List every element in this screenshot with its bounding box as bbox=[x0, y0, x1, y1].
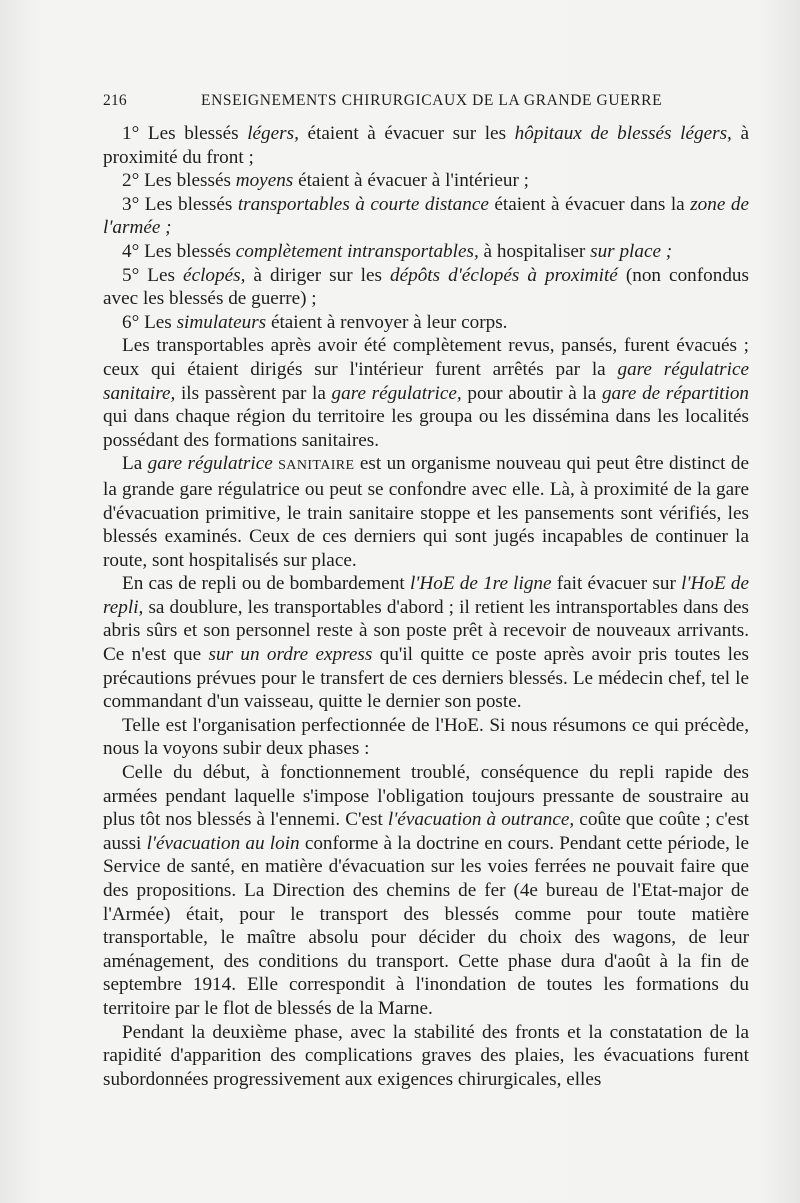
text-run: 4° Les blessés bbox=[122, 240, 236, 262]
italic-text: l'évacuation au loin bbox=[146, 832, 300, 854]
italic-text: éclopés, bbox=[183, 264, 246, 286]
italic-text: hôpitaux de blessés légers, bbox=[514, 123, 732, 144]
italic-text: gare régulatrice, bbox=[331, 382, 462, 404]
italic-text: l'HoE de 1re ligne bbox=[409, 573, 552, 595]
text-run: Les transportables après avoir été complètement revus, pansés, furent évacués ; ceux qui étaient dirigés sur l'intérieur furent arrêtés par la bbox=[103, 335, 749, 380]
body-text bbox=[103, 122, 749, 1091]
page-header bbox=[103, 92, 749, 116]
text-run: étaient à renvoyer à leur corps. bbox=[266, 311, 508, 333]
paragraph-p10 bbox=[103, 714, 749, 761]
italic-text: transportables à courte distance bbox=[237, 193, 489, 215]
italic-text: dépôts d'éclopés à proximité bbox=[389, 264, 618, 286]
italic-text: gare régulatrice bbox=[147, 453, 273, 475]
italic-text: l'HoE de repli, bbox=[103, 573, 749, 618]
paragraph-p2 bbox=[103, 169, 749, 193]
text-run: 1° Les blessés bbox=[122, 123, 248, 144]
text-run: La bbox=[122, 453, 148, 475]
text-run: Celle du début, à fonctionnement troublé, conséquence du repli rapide des armées pendant laquelle s'impose l'obligation toujours pressante de soustraire au plus tôt nos blessés à l'ennemi. C'est bbox=[103, 762, 749, 831]
italic-text: gare régulatrice sanitaire, bbox=[103, 358, 749, 404]
paragraph-p9 bbox=[103, 572, 749, 714]
paragraph-p1 bbox=[103, 122, 749, 169]
text-run: conforme à la doctrine en cours. Pendant cette période, le Service de santé, en matière d'évacuation sur les voies ferrées ne pouvait faire que des propositions. La Direction des chemins de fer (4e bureau de l'Etat-major de l'Armée) était, pour le transport des blessés comme pour toute matière transportable, le maître absolu pour décider du choix des wagons, de leur aménagement, des conditions du transport. Cette phase dura d'août à la fin de septembre 1914. Elle correspondit à l'inondation de toutes les formations du territoire par le flot de blessés de la Marne. bbox=[103, 832, 750, 1019]
small-caps-text: SANITAIRE bbox=[278, 458, 355, 474]
paragraph-p6 bbox=[103, 311, 749, 335]
text-run: En cas de repli ou de bombardement bbox=[122, 573, 410, 595]
text-run: coûte que coûte ; c'est aussi bbox=[103, 809, 749, 854]
text-run: étaient à évacuer sur les bbox=[298, 123, 515, 144]
text-run: ils passèrent par la bbox=[175, 382, 332, 404]
running-title: ENSEIGNEMENTS CHIRURGICAUX DE LA GRANDE GUERRE bbox=[201, 92, 663, 109]
paragraph-p4 bbox=[103, 240, 749, 264]
page-number: 216 bbox=[103, 92, 127, 109]
paragraph-p11 bbox=[103, 761, 749, 1021]
text-run: étaient à évacuer dans la bbox=[488, 193, 691, 215]
paragraph-p12 bbox=[103, 1021, 749, 1092]
text-run: étaient à évacuer à l'intérieur ; bbox=[293, 170, 529, 192]
text-run: sa doublure, les transportables d'abord ; il retient les intransportables dans des abris sûrs et son personnel reste à son poste prêt à recevoir de nouveaux arrivants. Ce n'est que bbox=[103, 596, 749, 666]
italic-text: sur place ; bbox=[590, 240, 673, 262]
text-run: 6° Les bbox=[122, 311, 177, 333]
italic-text: gare de répartition bbox=[601, 382, 750, 404]
text-run: pour aboutir à la bbox=[461, 382, 602, 404]
text-run: est un organisme nouveau qui peut être distinct de la grande gare régulatrice ou peut se confondre avec elle. Là, à proximité de la gare d'évacuation primitive, le train sanitaire stoppe et les pansements sont vérifiés, les blessés examinés. Ceux de ces derniers qui sont jugés incapables de continuer la route, sont hospitalisés sur place. bbox=[103, 453, 749, 571]
text-run: Pendant la deuxième phase, avec la stabilité des fronts et la constatation de la rapidité d'apparition des complications graves des plaies, les évacuations furent subordonnées progressivement aux exigences chirurgicales, elles bbox=[103, 1021, 749, 1090]
paragraph-p3 bbox=[103, 193, 749, 240]
text-run: fait évacuer sur bbox=[551, 573, 682, 595]
italic-text: légers, bbox=[247, 123, 299, 144]
italic-text: zone de l'armée ; bbox=[103, 193, 749, 239]
italic-text: sur un ordre express bbox=[208, 644, 373, 666]
text-run: 2° Les blessés bbox=[122, 170, 236, 192]
text-run: qui dans chaque région du territoire les groupa ou les dissémina dans les localités possédant des formations sanitaires. bbox=[103, 406, 749, 451]
paragraph-p8 bbox=[103, 452, 749, 572]
italic-text: complètement intransportables, bbox=[235, 240, 479, 262]
paragraph-p7 bbox=[103, 334, 749, 452]
text-run: 5° Les bbox=[122, 264, 184, 286]
italic-text: moyens bbox=[235, 170, 294, 192]
italic-text: l'évacuation à outrance, bbox=[387, 809, 575, 831]
text-run: à proximité du front ; bbox=[103, 123, 749, 168]
text-run: (non confondus avec les blessés de guerre) ; bbox=[103, 264, 749, 310]
text-run: à diriger sur les bbox=[245, 264, 390, 286]
text-run: Telle est l'organisation perfectionnée de l'HoE. Si nous résumons ce qui précède, nous la voyons subir deux phases : bbox=[103, 714, 749, 760]
text-run: 3° Les blessés bbox=[122, 193, 238, 215]
text-run: à hospitaliser bbox=[478, 240, 591, 262]
text-run: qu'il quitte ce poste après avoir pris toutes les précautions prévues pour le transfert de ces derniers blessés. Le médecin chef, tel le commandant d'un vaisseau, quitte le dernier son poste. bbox=[103, 644, 749, 713]
italic-text: simulateurs bbox=[176, 311, 267, 333]
paragraph-p5 bbox=[103, 264, 749, 311]
